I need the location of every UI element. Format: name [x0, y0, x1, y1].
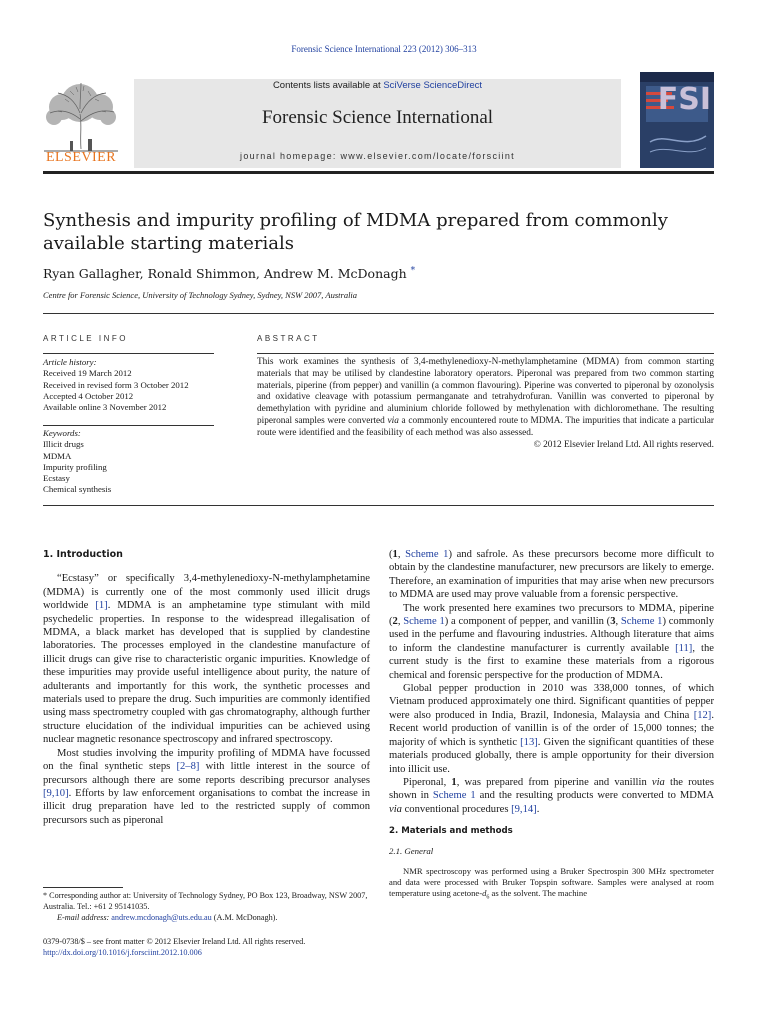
section-heading-introduction: 1. Introduction — [43, 549, 123, 560]
author-affiliation: Centre for Forensic Science, University of Technology Sydney, Sydney, NSW 2007, Australia — [43, 290, 358, 300]
compound-number: 1 — [392, 549, 398, 560]
issn-line: 0379-0738/$ – see front matter © 2012 Elsevier Ireland Ltd. All rights reserved. — [43, 937, 306, 946]
text: , was prepared from piperine and vanillin — [456, 776, 652, 788]
text: via — [651, 776, 665, 788]
text: NMR spectroscopy was performed using a Bruker Spectrospin 300 MHz spectrometer and data were processed with Bruker Topspin software. Samples were analysed at room temperature using acetone- — [389, 865, 714, 898]
scheme-link[interactable]: Scheme 1 — [403, 616, 445, 628]
citation-link[interactable]: [1] — [95, 600, 108, 612]
journal-cover-thumbnail — [640, 72, 714, 168]
corresponding-author-text: * Corresponding author at: University of Technology Sydney, PO Box 123, Broadway, NSW 2007, Australia. Tel.: +61 2 95141035. — [43, 891, 368, 911]
email-label: E-mail address: — [57, 912, 112, 922]
elsevier-logo — [40, 79, 122, 165]
email-link[interactable]: andrew.mcdonagh@uts.edu.au — [111, 912, 212, 922]
journal-reference[interactable]: Forensic Science International 223 (2012) 306–313 — [291, 44, 477, 54]
text: d — [482, 887, 487, 898]
text: Most studies involving the impurity profiling of MDMA have focussed on the final synthetic steps — [43, 747, 370, 773]
compound-number: 1 — [451, 776, 457, 788]
keywords — [43, 428, 214, 496]
text: the routes shown in — [389, 776, 714, 802]
intro-paragraph-5 — [389, 682, 714, 776]
keyword-item: Ecstasy — [43, 473, 70, 484]
text: . Efforts by law enforcement organisations to combat the increase in illicit drug preparation have led to the restricted supply of common precursors such as piperonal — [43, 787, 370, 826]
text: as the solvent. The machine — [489, 887, 588, 898]
scheme-link[interactable]: Scheme 1 — [405, 549, 449, 560]
intro-paragraph-1 — [43, 572, 370, 746]
journal-name: Forensic Science International — [261, 107, 494, 128]
text: (A.M. McDonagh). — [211, 912, 278, 922]
history-revised: Received in revised form 3 October 2012 — [43, 379, 189, 390]
history-received: Received 19 March 2012 — [43, 368, 132, 379]
corresponding-author-footnote — [43, 891, 370, 923]
keyword-item: Chemical synthesis — [43, 484, 112, 495]
text: 6 — [486, 894, 490, 901]
keyword-item: Illicit drugs — [43, 439, 84, 450]
text: via — [389, 803, 402, 815]
citation-link[interactable]: [2–8] — [176, 761, 200, 773]
abstract-copyright: © 2012 Elsevier Ireland Ltd. All rights reserved. — [533, 439, 714, 450]
body-right-column — [389, 548, 714, 903]
sciencedirect-link[interactable]: SciVerse ScienceDirect — [383, 80, 483, 91]
abstract-part: a commonly encountered route to MDMA. The impurities that indicate a particular route were identified and the feasibility of each method was also assessed. — [257, 415, 714, 438]
scheme-link[interactable]: Scheme 1 — [432, 790, 476, 802]
compound-number: 3 — [610, 616, 616, 628]
contents-prefix: Contents lists available at — [272, 80, 384, 91]
text: “Ecstasy” or specifically 3,4-methylenedioxy-N-methylamphetamine (MDMA) is currently one of the most commonly used illicit drugs worldwide — [43, 573, 370, 612]
text: ) and safrole. As these precursors become more difficult to obtain by the clandestine manufacturer, new precursors are likely to emerge. Therefore, an examination of impurities that may arise when new precursors to MDMA are used may prove valuable from a forensic perspective. — [389, 549, 714, 601]
header-rule — [43, 171, 714, 174]
body-left-column — [43, 548, 370, 827]
doi-link[interactable]: http://dx.doi.org/10.1016/j.forsciint.2012.10.006 — [43, 947, 202, 957]
citation-link[interactable]: [13] — [520, 736, 538, 748]
text: ) a component of pepper, and vanillin ( — [444, 616, 611, 628]
text: ( — [389, 549, 393, 560]
intro-paragraph-2 — [43, 747, 370, 827]
author-list: Ryan Gallagher, Ronald Shimmon, Andrew M. McDonagh — [43, 266, 407, 282]
text: and the resulting products were converted to MDMA — [475, 790, 714, 802]
abstract-via: via — [387, 415, 399, 426]
citation-link[interactable]: [12] — [693, 709, 712, 721]
cover-title: FSI — [657, 82, 711, 117]
article-history-label: Article history: — [43, 357, 97, 367]
intro-paragraph-3: (1, Scheme 1) and safrole. As these precursors become more difficult to obtain by the clandestine manufacturer, new precursors are likely to emerge. Therefore, an examination of impurities that may arise when new precursors to MDMA are used may prove valuable from a forensic perspective. — [389, 549, 714, 601]
text: , the current study is the first to examine these materials from a rigorous chemical and forensic perspective for the production of MDMA. — [389, 642, 714, 681]
text: ) commonly used in the perfume and flavouring industries. Although literature that aims to inform the clandestine manufacturer is currently available — [389, 616, 715, 654]
intro-paragraph-4: The work presented here examines two precursors to MDMA, piperine (2, Scheme 1) a component of pepper, and vanillin (3, Scheme 1) commonly used in the perfume and flavouring industries. Although literature that aims to inform the clandestine manufacturer is currently available [11], the current study is the first to examine these materials from a rigorous chemical and forensic perspective for the production of MDMA. — [389, 602, 715, 681]
keywords-rule — [43, 425, 214, 426]
text: . Recent world production of vanillin is of the order of 15,000 tonnes; the majority of which is synthetic — [389, 709, 714, 748]
citation-link[interactable]: [9,14] — [511, 803, 537, 815]
text: with little interest in the source of precursors although there are some reports describing precursor analyses — [43, 761, 370, 786]
text: conventional procedures — [401, 803, 512, 815]
subsection-heading-general: 2.1. General — [389, 845, 434, 856]
section-rule — [43, 313, 714, 314]
abstract-text — [257, 357, 714, 451]
intro-paragraph-6 — [389, 776, 714, 816]
journal-homepage[interactable]: journal homepage: www.elsevier.com/locate/forsciint — [240, 151, 515, 161]
article-history — [43, 357, 214, 413]
elsevier-wordmark: ELSEVIER — [45, 150, 117, 165]
text: Piperonal, — [403, 776, 452, 788]
keyword-item: Impurity profiling — [43, 461, 107, 472]
text: Global pepper production in 2010 was 338,000 tonnes, of which Vietnam produced approximately one third. Significant quantities of pepper were also produced in India, Brazil, Indonesia, Malaysia and China — [389, 683, 714, 721]
contents-available-line — [134, 80, 621, 91]
abstract-rule — [257, 353, 714, 354]
front-matter-info — [43, 937, 443, 959]
text: The work presented here examines two precursors to MDMA, piperine ( — [389, 602, 714, 628]
abstract-part: This work examines the synthesis of 3,4-methylenedioxy-N-methylamphetamine (MDMA) from common starting materials that may be utilised by clandestine laboratory operators. Piperonal was prepared from two common starting materials, piperine (from pepper) and vanillin (a common flavouring). Piperine was converted to piperonal by ozonolysis and oxidative cleavage with potassium permanganate and tetrahydrofuran. Vanillin was converted to piperonal by demethylation with pyridine and aluminium chloride followed by methylenation with dichloromethane. The resulting piperonal samples were converted — [257, 357, 714, 426]
history-accepted: Accepted 4 October 2012 — [43, 390, 134, 401]
body-rule — [43, 505, 714, 506]
text: . — [536, 803, 540, 815]
email-line — [43, 913, 370, 924]
article-info-heading: ARTICLE INFO — [43, 334, 128, 343]
abstract-heading: ABSTRACT — [257, 334, 320, 343]
keyword-item: MDMA — [43, 450, 72, 461]
scheme-link[interactable]: Scheme 1 — [620, 616, 663, 628]
text: . Given the significant quantities of these materials produced globally, there is ample opportunity for their diversion into illicit use. — [389, 736, 714, 775]
text: . MDMA is an amphetamine type stimulant with mild psychedelic properties. In response to the widespread illegalisation of MDMA, a black market has developed that is supplied by clandestine laboratories. The processes employed in the clandestine manufacture of illicit drugs can give rise to characteristic organic impurities. Knowledge of these impurities may provide useful intelligence about purity, the nature of adulterants and importantly for this work, the synthetic processes and materials used to prepare the drug. Such impurities are commonly identified using mass spectrometry coupled with gas chromatography, although further structure elucidation of the individual impurities can be achieved using nuclear magnetic resonance spectroscopy and infrared spectroscopy. — [43, 600, 370, 746]
corresponding-author-mark[interactable]: * — [410, 266, 416, 276]
article-title: Synthesis and impurity profiling of MDMA prepared from commonly available starting materials — [43, 210, 668, 254]
section-heading-materials-methods: 2. Materials and methods — [389, 826, 513, 837]
article-info-rule — [43, 353, 214, 354]
history-online: Available online 3 November 2012 — [43, 402, 167, 413]
citation-link[interactable]: [11] — [675, 642, 693, 654]
general-paragraph — [389, 866, 714, 903]
footnote-rule — [43, 887, 123, 888]
keywords-label: Keywords: — [43, 428, 81, 438]
compound-number: 2 — [392, 616, 398, 628]
article-authors — [43, 266, 415, 281]
citation-link[interactable]: [9,10] — [43, 787, 69, 799]
